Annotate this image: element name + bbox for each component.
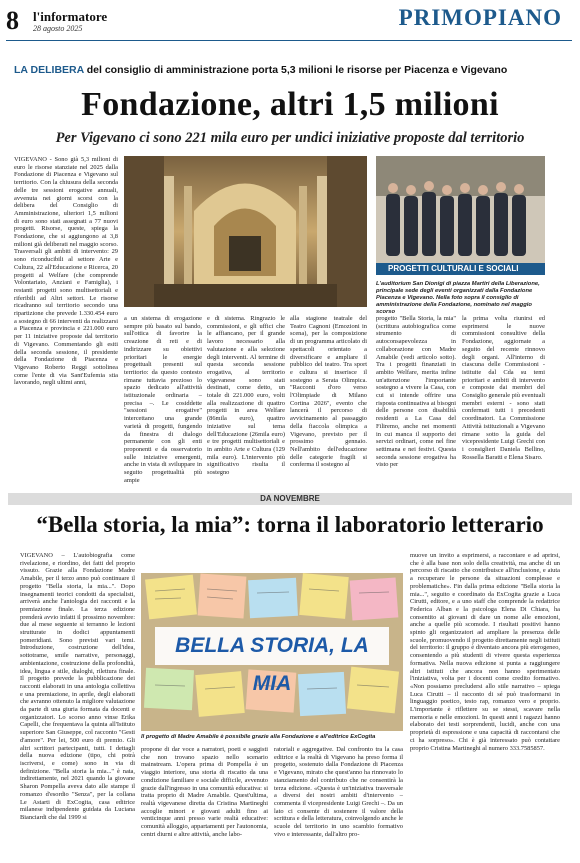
sticky-notes-photo [141,573,403,731]
article1-column-1: VIGEVANO - Sono già 5,3 milioni di euro le risorse stanziate nel 2025 dalla Fondazione di Piacenza e Vigevano sul territorio. Con la chiusura della seconda delle tre sessioni erogative annuali, avvenuta nei giorni scorsi con la delibera del Consiglio di Amministrazione, ulteriori 1,5 milioni di euro sono stati assegnati a 77 nuovi progetti. Risorse, queste, spiega la Fondazione, che si aggiungono ai 3,8 milioni già deliberati nel maggio scorso. Trasversali gli ambiti di intervento: 29 sono riconducibili al settore Arte e Cultura, 22 all'Educazione e Ricerca, 20 progetti al Welfare (che comprende Volontariato, Anziani e Famiglia), i restanti progetti sono multisettoriali e riferibili ad Altri settori. Le risorse ricadranno sul territorio secondo una ripartizione che prevede 1.330.454 euro a sostegno di 66 interventi da realizzarsi a Piacenza e provincia e 221.000 euro per 11 iniziative proposte dal territorio di Vigevano. Commentando gli esiti della seconda sessione, il presidente della Fondazione di Piacenza e Vigevano Roberto Reggi sottolinea come l'ente di via Sant'Eufemia stia lavorando, negli ultimi anni, [14,156,118,387]
council-group-illustration [376,156,545,263]
council-photo [376,156,545,263]
article1-column-3: e di sistema. Ringrazio le commissioni, e gli uffici che le affiancano, per il grande lavoro necessario alla valutazione e alla selezione degli interventi. Al termine di questa seconda sessione erogativa, al territorio vigevanese sono stati destinati, come detto, un totale di 221.000 euro, volti alla realizzazione di quattro progetti in area Welfare (86mila euro), quattro iniziative sul tema dell'Educazione (26mila euro) e tre progetti multisettoriali e in ambito Arte e Cultura (129 mila euro). L'intervento più significativo risulta il sostegno [207,315,285,477]
section-title: PRIMOPIANO [398,5,562,30]
article1-headline: Fondazione, altri 1,5 milioni [81,86,499,123]
basilica-photo [124,156,367,307]
kicker-rest: del consiglio di amministrazione porta 5,3 milioni le risorse per Piacenza e Vigevano [86,64,508,76]
newspaper-brand: l'informatore [33,9,108,24]
article2-column-1: VIGEVANO – L'autobiografia come rivelazione, e riordino, dei fatti del proprio vissuto. Grazie alla Fondazione Madre Amabile, per il terzo anno può continuare il progetto "Bella storia, la mia...". Dopo insegnamenti teorici condotti da specialisti, arriverà anche l'antologia dei racconti e la premiazione finale. La terza edizione prenderà avvio infatti il prossimo novembre: due al mese seguente si terranno le lezioni strutturate in dodici appuntamenti pomeridiani. Sono previsti vari temi. Introduzione, costruzione dell'idea, sottotrame, smile narrative, personaggi, ambientazione, costruzione della profondità, idea, lingua e stile, dialoghi, rilettura finale. Il progetto prevede la pubblicazione dei racconti elaborati in una antologia collettiva e una premiazione, in aprile, degli elaborati che avranno ottenuto la migliore valutazione da parte di una giuria formata da docenti e organizzatori. Lo scorso anno vinse Erika Capelli, che frequentava la quinta all'Istituto superiore San Giuseppe, col racconto "Gesti d'amore". Per lei, 500 euro di premio. Gli altri scrittori partecipanti, tutti. I dettagli della nuova edizione (tipo, chi potrà iscriversi, e come) sono in via di definizione. "Bella storia la mia..." è nata, indirettamente, nel 2021 quando la giovane Sharon Pompella aveva dato alle stampe il romanzo d'esordio "Senza", per la collana Le Astarti di ExCogita, casa editrice milanese indipendente guidata da Luciana Bianciardi che dal 1999 si [20,552,135,821]
header-rule [6,40,572,41]
article2-column-3: ratoriali e aggregative. Dal confronto tra la casa editrice e la realtà di Vigevano ha preso forma il progetto, sostenuto dalla Fondazione di Piacenza e Vigevano, mirato che quest'anno ha rinnovato lo stanziamento del contributo che ne consentirà la terza edizione. «Questa è un'iniziativa trasversale a diversi dei nostri ambiti d'intervento – commenta il vicepresidente Luigi Grechi –. Da un lato ci consente di sostenere il valore della scrittura e della letteratura, coinvolgendo anche le scuole del territorio in uno scambio formativo vivo e interessante, dall'altro pro- [274,746,403,838]
photo2-label: PROGETTI CULTURALI E SOCIALI [376,263,545,275]
kicker-lead: LA DELIBERA [14,64,84,76]
photo3-title: BELLA STORIA, LA MIA [175,634,369,695]
article1-kicker [14,64,507,76]
basilica-illustration [124,156,367,307]
article2-column-4: muove un invito a esprimersi, a raccontare e ad aprirsi, che è alla base non solo della creatività, ma anche di un percorso di riscatto che contribuisce all'inclusione, e aiuta a recuperare le persone da situazioni complesse e problematiche». Fin dalla prima edizione "Bella storia la mia...", seguito e coordinato da ExCogita grazie a Luca Cirutti, editore, e a uno staff che comprende la redattrice Federica Alban e la psicologa Elena Di Chiara, ha consentito ai giovani di dare un nome alle emozioni, anche a quelle più scomode. I risultati positivi hanno spinto gli organizzatori ad ampliare la presenza delle scuole, promuovendo il progetto direttamente negli istituti del territorio: il gruppo è diventato ancora più eterogeneo, consentendo a più studenti di vivere questa esperienza formativa. Nella nuova edizione si punta a raggiungere altri istituti che ancora non hanno sperimentato l'iniziativa, volta per i docenti come credito formativo. «Non possiamo precludersi allo stile narrativo – spiega Luca Cirutti – il racconto di sé può trasformarsi in linguaggio poetico, testo rap, romanzo vero e proprio. L'importante è riflettere su se stessi, scavare nella memoria e nelle emozioni. In questi anni i ragazzi hanno elaborato dei testi sorprendenti, lucidi, anche con una proprietà di espressione e una capacità di raccontarsi che ci ha sorpreso». Chi è già interessato può contattare proprio Cristina Martineghi al numero 333.7585857. [410,552,560,752]
issue-date: 28 agosto 2025 [33,24,83,33]
section-band-label: DA NOVEMBRE [260,494,320,503]
article1-subheadline: Per Vigevano ci sono 221 mila euro per undici iniziative proposte dal territorio [55,130,525,146]
photo2-caption: L'auditorium San Dionigi di piazza Martiri della Liberazione, principale sede degli eventi organizzati dalla Fondazione Piacenza e Vigevano. Nella foto sopra il consiglio di amministrazione della Fondazione, nominato nel maggio scorso [376,281,540,315]
photo3-caption: Il progetto di Madre Amabile è possibile grazie alla Fondazione e all'editrice ExCogita [141,734,376,740]
article1-column-4: alla stagione teatrale del Teatro Cagnoni (Emozioni in scena), per la composizione di un programma articolato di spettacoli orientato a diversificare e ampliare il pubblico del teatro. Tra sport e cultura si inserisce il sostegno a Serata Olimpica. "Racconti d'oro verso l'Olimpiade di Milano Cortina 2026", evento che lancerà il percorso di avvicinamento al passaggio della fiaccola olimpica a Vigevano, previsto per il prossimo gennaio. Nell'ambito dell'educazione delle categorie fragili si conferma il sostegno al [290,315,367,469]
article2-column-2: propone di dar voce a narratori, poeti e saggisti che non trovano spazio nello scenario mainstream. L'opera prima di Pompella è un viaggio interiore, una storia di riscatto da una condizione familiare e sociale difficile, avvenuto grazie dall'ingresso in una comunità educativa: si tratta proprio di Madre Amabile. Quest'ultima, realtà vigevanese diretta da Cristina Martineghi accoglie minori e giovani adulti fino ai venticinque anni presso varie realtà educative: comunità alloggio, appartamenti per l'autonomia, centri diurni e altre attività, anche labo- [141,746,268,838]
article1-column-2: a un sistema di erogazione sempre più basato sul bando, sull'ottica di favorire la creazione di reti e di indirizzare su obiettivi prioritari le energie progettuali presenti sul territorio: da questo contesto rimane tuttavia prezioso lo spazio dedicato all'attività istituzionale ordinaria – precisa –. Le cosiddette "sessioni erogative" intercettano una grande varietà di progetti, fungendo da finestra di dialogo permanente con gli enti proponenti e da osservatorio sulle iniziative emergenti, anche in vista di sviluppare in seguito progettualità più ampie [124,315,202,484]
article1-column-6: la prima volta riunirsi ed esprimersi le nuove commissioni consultive della Fondazione, aggiornate a seguito del recente rinnovo degli organi. All'interno di ciascuna delle Commissioni - istituite dal Cda su temi prioritari e ambiti di intervento e composte dai membri del Consiglio generale più eventuali membri esterni - sono stati confermati tutti i precedenti coordinatori. La Commissione Attività istituzionali a Vigevano rimane sotto la guida del vicepresidente Luigi Grechi con i consiglieri Daniela Bellino, Rossella Baratti e Elena Sisaro. [462,315,545,461]
article2-headline: “Bella storia, la mia”: torna il laboratorio letterario [36,512,544,537]
page-number: 8 [6,6,19,35]
article1-column-5: progetto "Bella Storia, la mia" (scrittura autobiografica come strumento di autoconsapevolezza in collaborazione con Madre Amabile (vedi articolo sotto). Tra i progetti finanziati in ambito Welfare, merita infine un'attenzione l'importante sostegno a vivere la Casa, con cui si intende offrire una risposta continuativa ai bisogni delle persone con disabilità residenti a La Casa del Filiremo, anche nei momenti in cui manca il supporto dei servizi ordinari, come nel fine settimana e nei festivi. Questa seconda sessione erogativa ha visto per [376,315,456,469]
